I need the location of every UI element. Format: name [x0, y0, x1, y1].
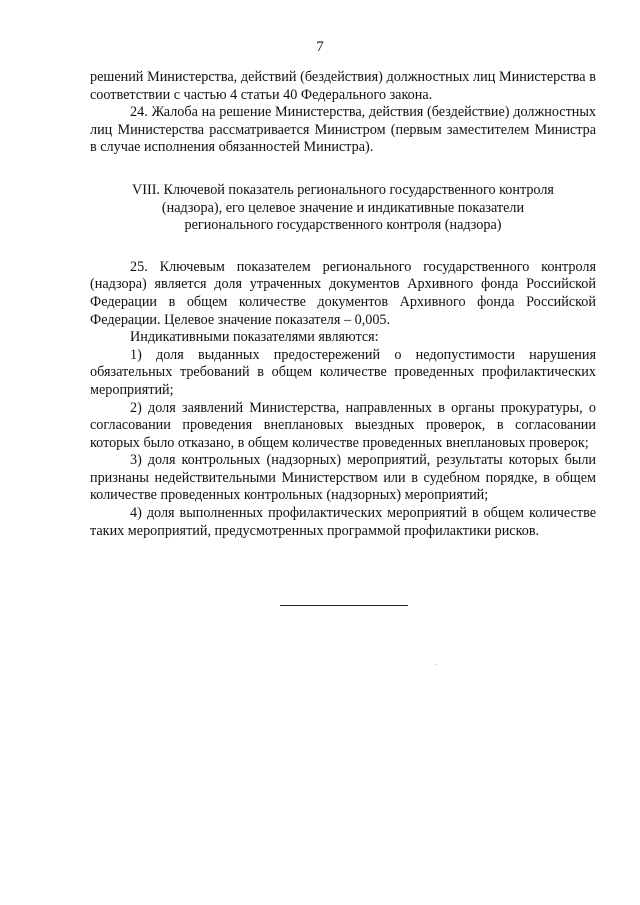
- scan-artifact-dot: [435, 664, 436, 665]
- list-item-indicator-4: 4) доля выполненных профилактических мероприятий в общем количестве таких мероприятий, предусмотренных программой профилактики рисков.: [90, 505, 596, 539]
- page-number: 7: [316, 39, 324, 55]
- paragraph-indicators-intro: Индикативными показателями являются:: [130, 329, 379, 346]
- paragraph-item-24: 24. Жалоба на решение Министерства, действия (бездействие) должностных лиц Министерства рассматривается Министром (первым заместителем Министра в случае исполнения обязанностей Министра).: [90, 104, 596, 156]
- list-item-indicator-1: 1) доля выданных предостережений о недопустимости нарушения обязательных требований в общем количестве проведенных профилактических мероприятий;: [90, 346, 596, 398]
- closing-divider-line: [280, 605, 408, 606]
- spacer: [90, 235, 596, 259]
- paragraph-complaint-continuation: решений Министерства, действий (бездействия) должностных лиц Министерства в соответствии с частью 4 статьи 40 Федерального закона.: [90, 69, 596, 103]
- section-heading: [90, 182, 596, 235]
- section-heading-line-1: VIII. Ключевой показатель регионального государственного контроля: [132, 181, 554, 198]
- section-heading-line-3: регионального государственного контроля (надзора): [184, 217, 502, 234]
- section-heading-line-2: (надзора), его целевое значение и индикативные показатели: [161, 199, 525, 216]
- spacer: [90, 157, 596, 182]
- document-body: [90, 69, 596, 540]
- paragraph-item-25: 25. Ключевым показателем регионального государственного контроля (надзора) является доля утраченных документов Архивного фонда Российской Федерации в общем количестве документов Архивного фонда Российской Федерации. Целевое значение показателя – 0,005.: [90, 258, 596, 328]
- list-item-indicator-2: 2) доля заявлений Министерства, направленных в органы прокуратуры, о согласовании проведения внеплановых выездных проверок, в согласовании которых было отказано, в общем количестве проведенных внеплановых проверок;: [90, 399, 596, 451]
- list-item-indicator-3: 3) доля контрольных (надзорных) мероприятий, результаты которых были признаны недействительными Министерством или в судебном порядке, в общем количестве проведенных контрольных (надзорных) мероприятий;: [90, 452, 596, 504]
